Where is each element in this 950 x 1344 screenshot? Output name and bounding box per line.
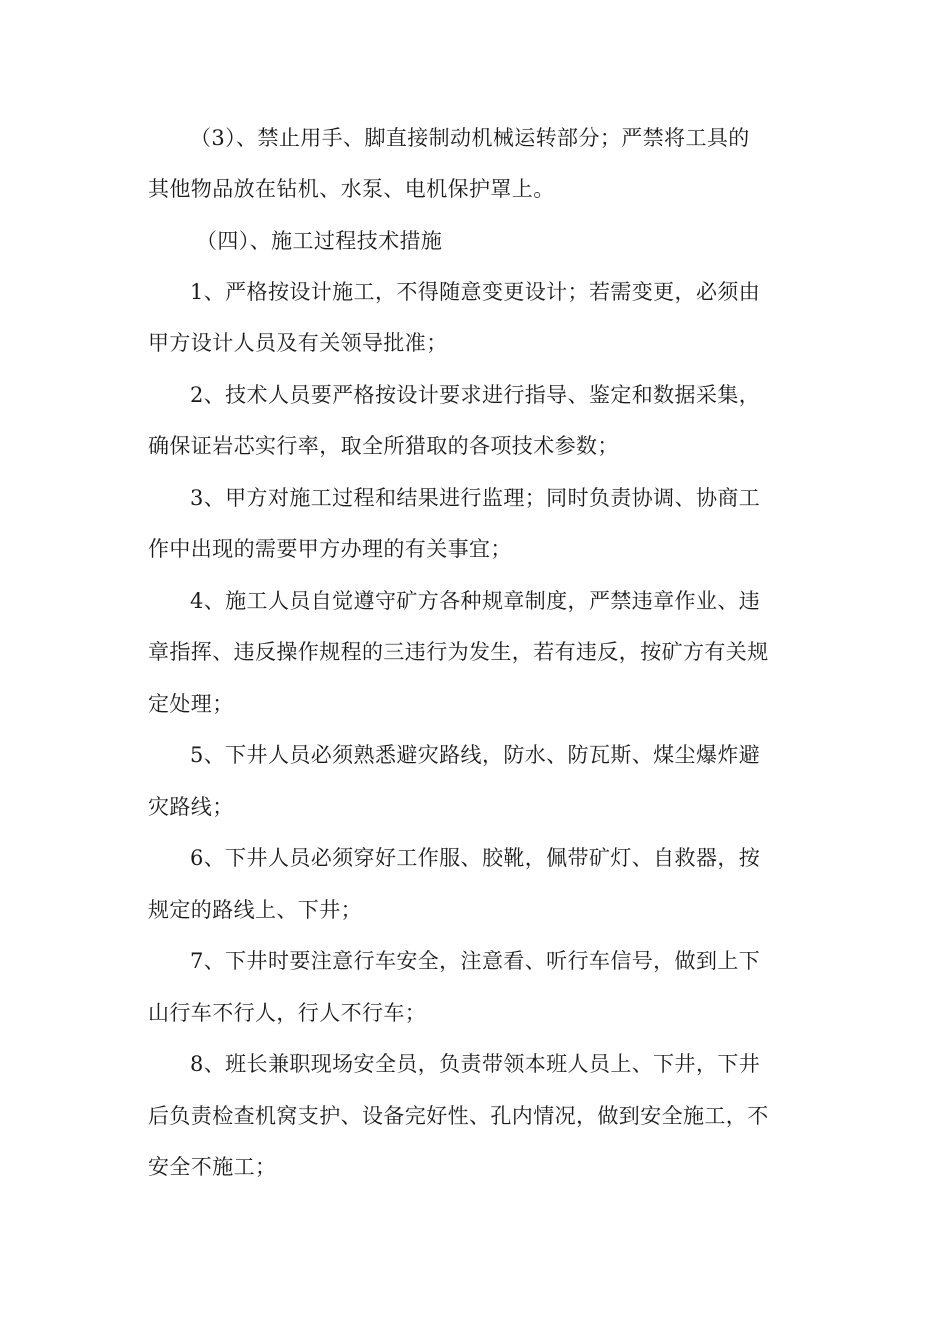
paragraph-line: 2、技术人员要严格按设计要求进行指导、鉴定和数据采集，	[190, 383, 761, 407]
paragraph-line: 灾路线；	[148, 795, 234, 819]
paragraph-line: 规定的路线上、下井；	[148, 898, 362, 922]
paragraph-line: （3）、禁止用手、脚直接制动机械运转部分；严禁将工具的	[190, 126, 750, 150]
paragraph-line: 其他物品放在钻机、水泵、电机保护罩上。	[148, 177, 555, 201]
paragraph-line: 4、施工人员自觉遵守矿方各种规章制度，严禁违章作业、违	[190, 589, 761, 613]
paragraph-line: 6、下井人员必须穿好工作服、胶靴，佩带矿灯、自救器，按	[190, 846, 761, 870]
section-heading: （四）、施工过程技术措施	[196, 229, 443, 253]
paragraph-line: 章指挥、违反操作规程的三违行为发生，若有违反，按矿方有关规	[148, 640, 769, 664]
paragraph-line: 定处理；	[148, 692, 234, 716]
paragraph-line: 5、下井人员必须熟悉避灾路线，防水、防瓦斯、煤尘爆炸避	[190, 743, 761, 767]
paragraph-line: 甲方设计人员及有关领导批准；	[148, 331, 448, 355]
paragraph-line: 3、甲方对施工过程和结果进行监理；同时负责协调、协商工	[190, 486, 761, 510]
paragraph-line: 1、严格按设计施工，不得随意变更设计；若需变更，必须由	[190, 280, 761, 304]
paragraph-line: 7、下井时要注意行车安全，注意看、听行车信号，做到上下	[190, 949, 761, 973]
paragraph-line: 8、班长兼职现场安全员，负责带领本班人员上、下井，下井	[190, 1052, 761, 1076]
paragraph-line: 后负责检查机窝支护、设备完好性、孔内情况，做到安全施工，不	[148, 1104, 769, 1128]
paragraph-line: 确保证岩芯实行率，取全所猎取的各项技术参数；	[148, 434, 619, 458]
paragraph-line: 山行车不行人，行人不行车；	[148, 1001, 427, 1025]
paragraph-line: 作中出现的需要甲方办理的有关事宜；	[148, 537, 512, 561]
paragraph-line: 安全不施工；	[148, 1155, 277, 1179]
